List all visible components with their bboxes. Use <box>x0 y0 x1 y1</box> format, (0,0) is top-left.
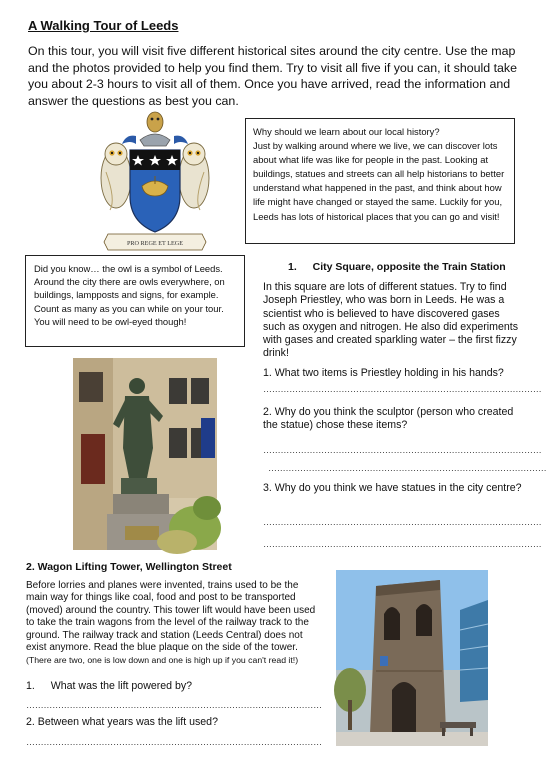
section2-text: Before lorries and planes were invented, trains used to be the main way for things like coal, food and post to be transported (moved) around the country. This tower lift would have been used to take the train wagons from the level of the railway track to the ground. The railway track and station (Leeds Central) does not exist anymore. Read the blue plaque on the side of the tower. <box>26 580 316 654</box>
leeds-crest <box>96 110 214 252</box>
section1-body: In this square are lots of different statues. Try to find Joseph Priestley, who was born in Leeds. He was a scientist who is believed to have discovered gases such as oxygen and nitrogen. He also did experiments with gases and created sparkling water – the first fizzy drink! <box>263 281 518 360</box>
section2-note: (There are two, one is low down and one is high up if you can't read it!) <box>26 655 299 666</box>
section1-heading <box>288 261 520 273</box>
answer-line[interactable]: …………………………………………………………………………………… <box>263 539 542 549</box>
answer-line[interactable]: ………………………………………………………………………………………… <box>26 737 322 747</box>
answer-line[interactable]: …………………………………………………………………………………… <box>263 445 542 455</box>
intro-paragraph: On this tour, you will visit five different historical sites around the city centre. Use the map and the photos provided to help you find them. Try to visit all five if you can, it should take you about 2-3 hours to visit all of them. Once you have arrived, read the information and answer the questions as best you can. <box>28 44 518 108</box>
why-learn-history-box <box>245 118 515 244</box>
section2-heading: 2. Wagon Lifting Tower, Wellington Street <box>26 561 232 573</box>
section1-number: 1. <box>288 261 297 273</box>
wagon-tower-photo <box>336 570 488 746</box>
why-box-heading: Why should we learn about our local history? <box>253 126 440 137</box>
section1-question-3: 3. Why do you think we have statues in the city centre? <box>263 482 522 494</box>
answer-line[interactable]: …………………………………………………………………………………… <box>263 384 542 394</box>
answer-line[interactable]: …………………………………………………………………………………… <box>268 463 546 473</box>
svg-text:PRO REGE ET LEGE: PRO REGE ET LEGE <box>126 240 184 247</box>
answer-line[interactable]: ………………………………………………………………………………………… <box>26 700 322 710</box>
section2-body <box>26 580 322 668</box>
owl-fact-box <box>25 255 245 347</box>
why-box-text: Just by walking around where we live, we can discover lots about what life was like for people in the past. Looking at buildings, statues and streets can all help historians to better understand what happened in the past, and think about how life might have changed or stayed the same. Luckily for you, Leeds has lots of historical places that you can go and visit! <box>253 140 505 222</box>
owl-box-challenge: Count as many as you can while on your tour. You will need to be owl-eyed though! <box>34 302 224 327</box>
section1-title: City Square, opposite the Train Station <box>312 261 506 273</box>
section2-q1-text: What was the lift powered by? <box>50 680 193 692</box>
page-title: A Walking Tour of Leeds <box>28 18 179 33</box>
priestley-statue-photo <box>73 358 217 550</box>
section1-question-1: 1. What two items is Priestley holding in his hands? <box>263 367 504 379</box>
section2-question-2: 2. Between what years was the lift used? <box>26 716 218 728</box>
owl-box-text: Did you know… the owl is a symbol of Leeds. Around the city there are owls everywhere, on buildings, lampposts and signs, for example. <box>34 263 225 301</box>
answer-line[interactable]: …………………………………………………………………………………… <box>263 517 542 527</box>
section2-q1-number: 1. <box>26 680 35 692</box>
section1-question-2: 2. Why do you think the sculptor (person who created the statue) chose these items? <box>263 406 514 432</box>
section2-question-1 <box>26 680 322 693</box>
